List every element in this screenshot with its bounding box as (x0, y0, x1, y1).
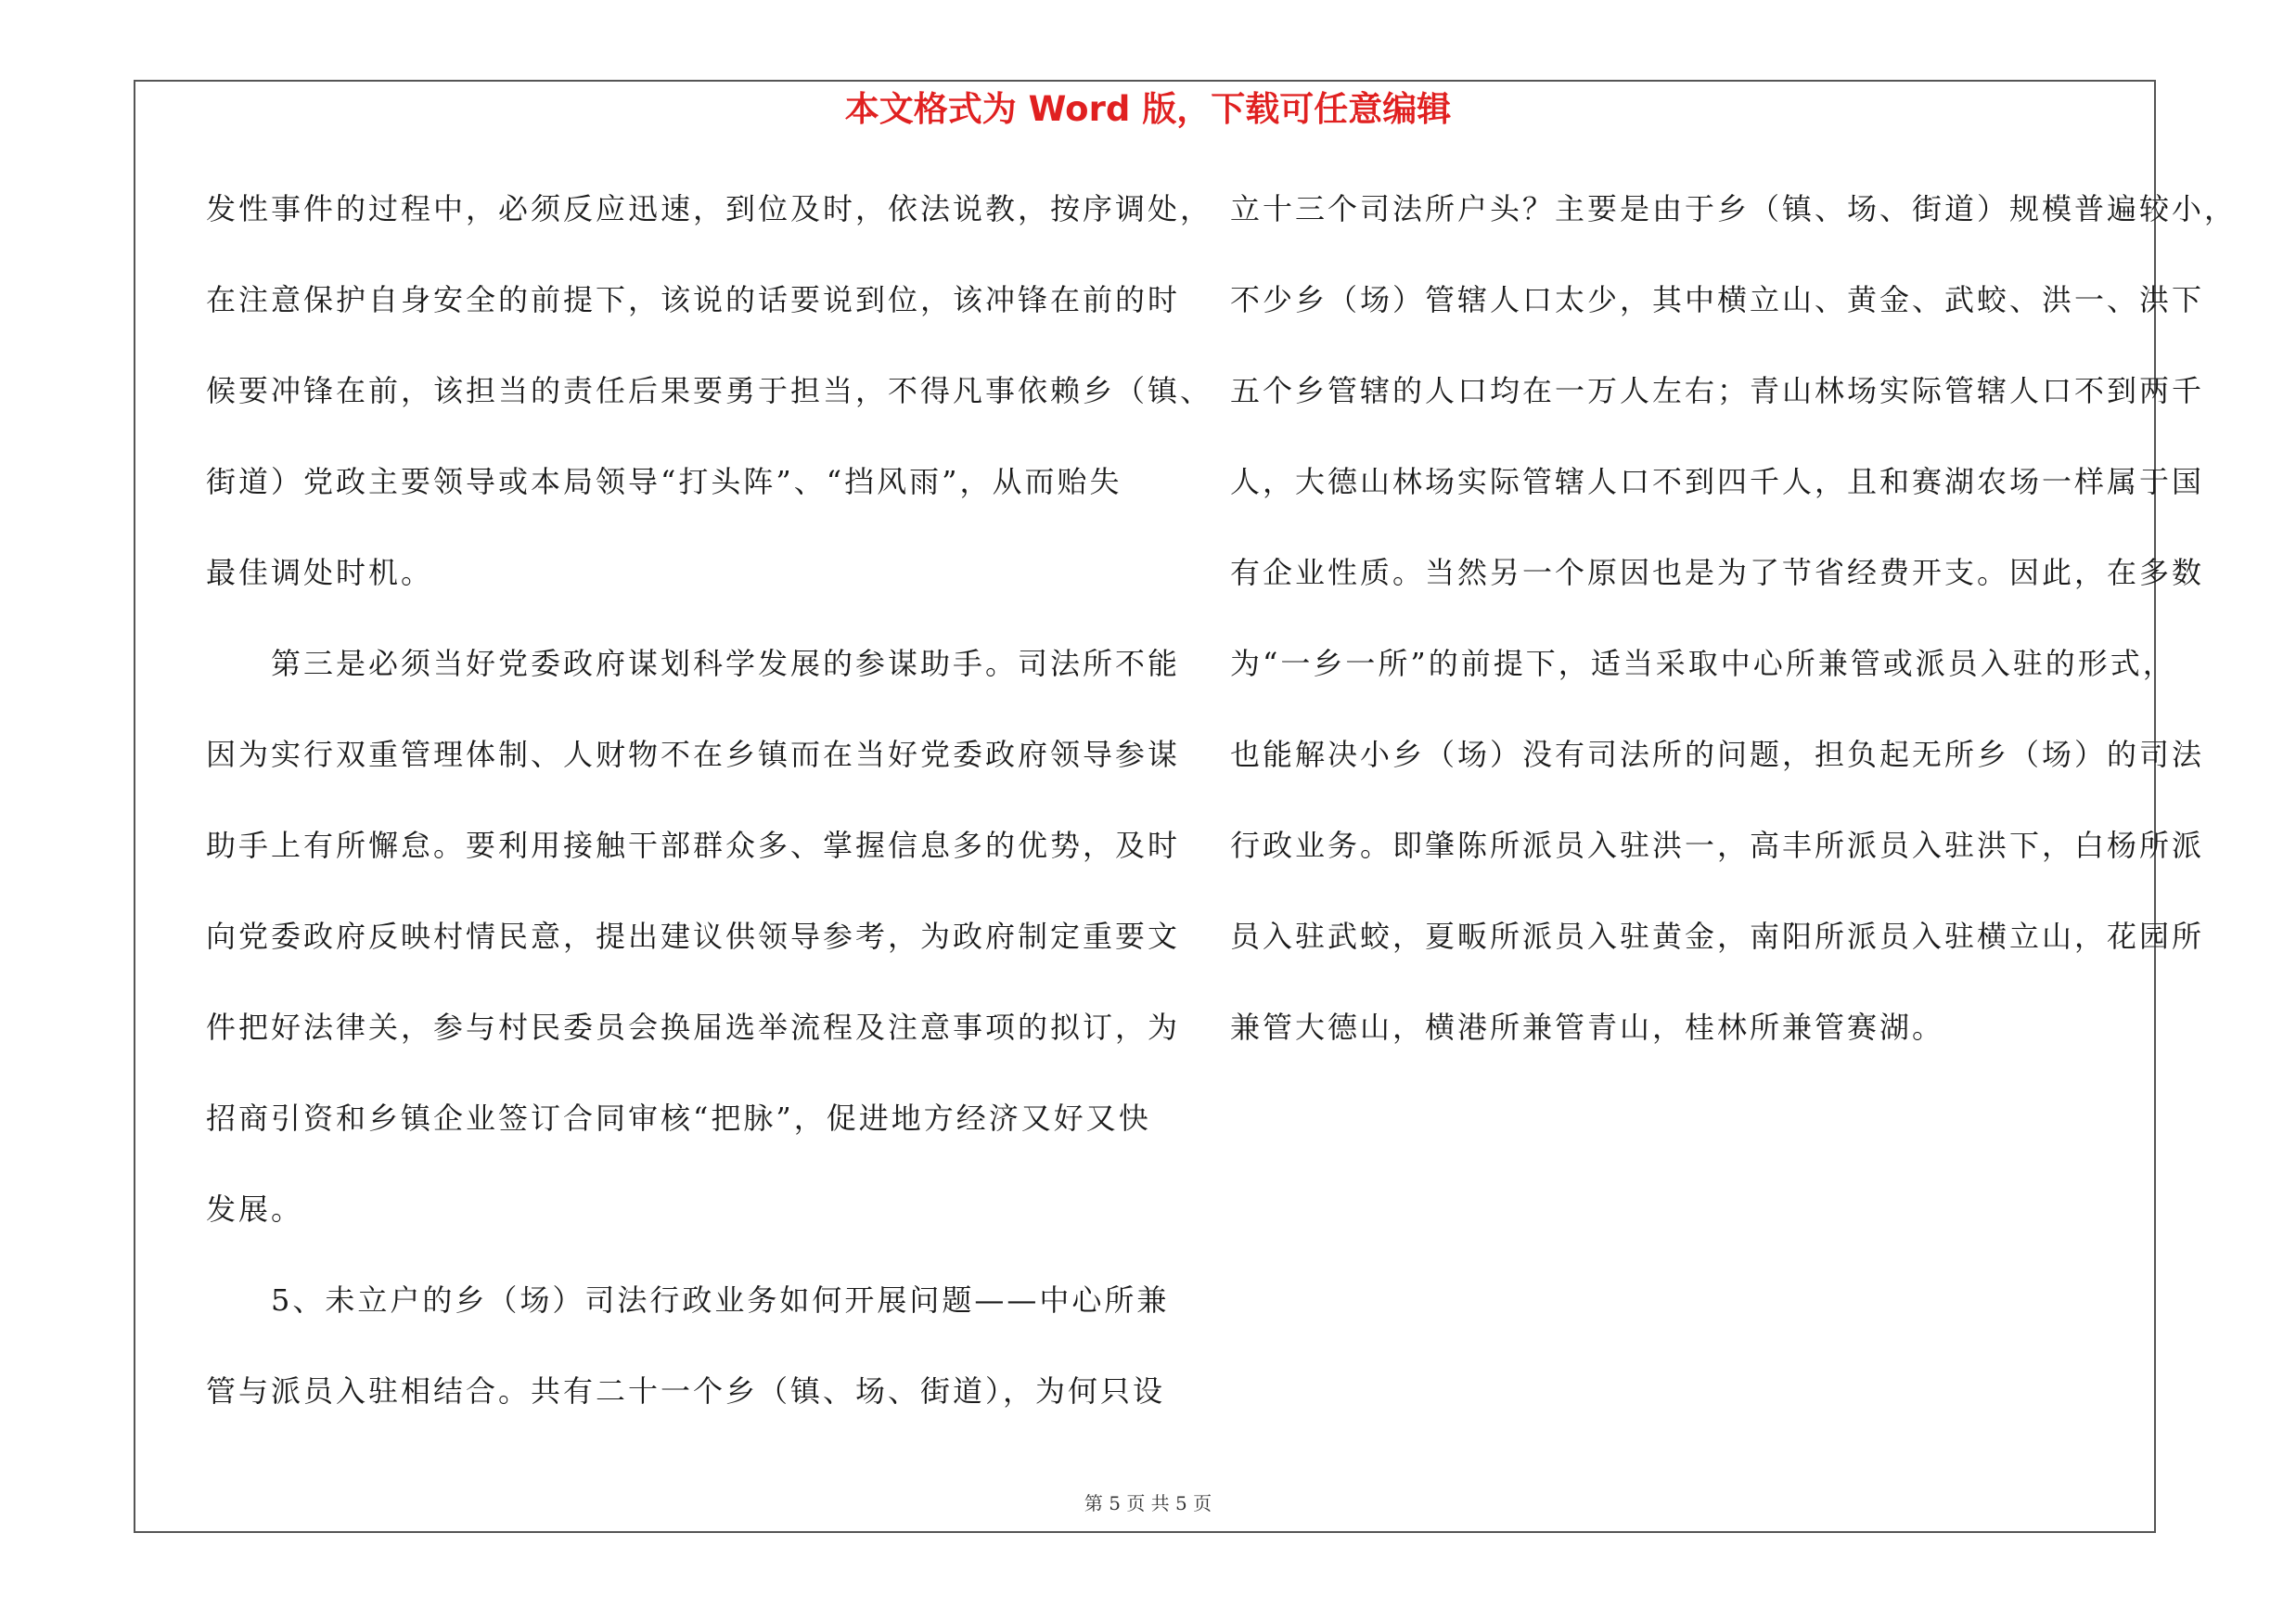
left-column (206, 176, 1213, 1449)
text-line: 行政业务。即肇陈所派员入驻洪一，高丰所派员入驻洪下，白杨所派 (1230, 828, 2205, 863)
text-line: 为“一乡一所”的前提下，适当采取中心所兼管或派员入驻的形式， (1230, 646, 2175, 681)
text-line: 有企业性质。当然另一个原因也是为了节省经费开支。因此，在多数 (1230, 555, 2205, 590)
text-line: 招商引资和乡镇企业签订合同审核“把脉”，促进地方经济又好又快 (206, 1101, 1151, 1136)
text-line: 向党委政府反映村情民意，提出建议供领导参考，为政府制定重要文 (206, 919, 1181, 954)
text-line: 5、未立户的乡（场）司法行政业务如何开展问题——中心所兼 (206, 1282, 1170, 1318)
text-line: 候要冲锋在前，该担当的责任后果要勇于担当，不得凡事依赖乡（镇、 (206, 373, 1213, 408)
text-line: 第三是必须当好党委政府谋划科学发展的参谋助手。司法所不能 (206, 646, 1181, 681)
text-line: 管与派员入驻相结合。共有二十一个乡（镇、场、街道），为何只设 (206, 1373, 1166, 1409)
text-line: 在注意保护自身安全的前提下，该说的话要说到位，该冲锋在前的时 (206, 282, 1181, 317)
text-line: 件把好法律关，参与村民委员会换届选举流程及注意事项的拟订，为 (206, 1010, 1181, 1045)
text-line: 发展。 (206, 1191, 304, 1227)
text-line: 发性事件的过程中，必须反应迅速，到位及时，依法说教，按序调处， (206, 191, 1213, 226)
text-line: 街道）党政主要领导或本局领导“打头阵”、“挡风雨”，从而贻失 (206, 464, 1122, 499)
text-line: 立十三个司法所户头？主要是由于乡（镇、场、街道）规模普遍较小， (1230, 191, 2238, 226)
text-line: 五个乡管辖的人口均在一万人左右；青山林场实际管辖人口不到两千 (1230, 373, 2205, 408)
text-line: 最佳调处时机。 (206, 555, 434, 590)
text-line: 助手上有所懈怠。要利用接触干部群众多、掌握信息多的优势，及时 (206, 828, 1181, 863)
text-line: 员入驻武蛟，夏畈所派员入驻黄金，南阳所派员入驻横立山，花园所 (1230, 919, 2205, 954)
right-column (1230, 176, 2238, 1086)
page-number: 第 5 页 共 5 页 (1084, 1492, 1212, 1514)
text-line: 兼管大德山，横港所兼管青山，桂林所兼管赛湖。 (1230, 1010, 1945, 1045)
text-line: 因为实行双重管理体制、人财物不在乡镇而在当好党委政府领导参谋 (206, 737, 1181, 772)
text-line: 人，大德山林场实际管辖人口不到四千人，且和赛湖农场一样属于国 (1230, 464, 2205, 499)
text-line: 也能解决小乡（场）没有司法所的问题，担负起无所乡（场）的司法 (1230, 737, 2205, 772)
word-format-notice: 本文格式为 Word 版，下载可任意编辑 (844, 89, 1452, 129)
text-line: 不少乡（场）管辖人口太少，其中横立山、黄金、武蛟、洪一、洪下 (1230, 282, 2205, 317)
